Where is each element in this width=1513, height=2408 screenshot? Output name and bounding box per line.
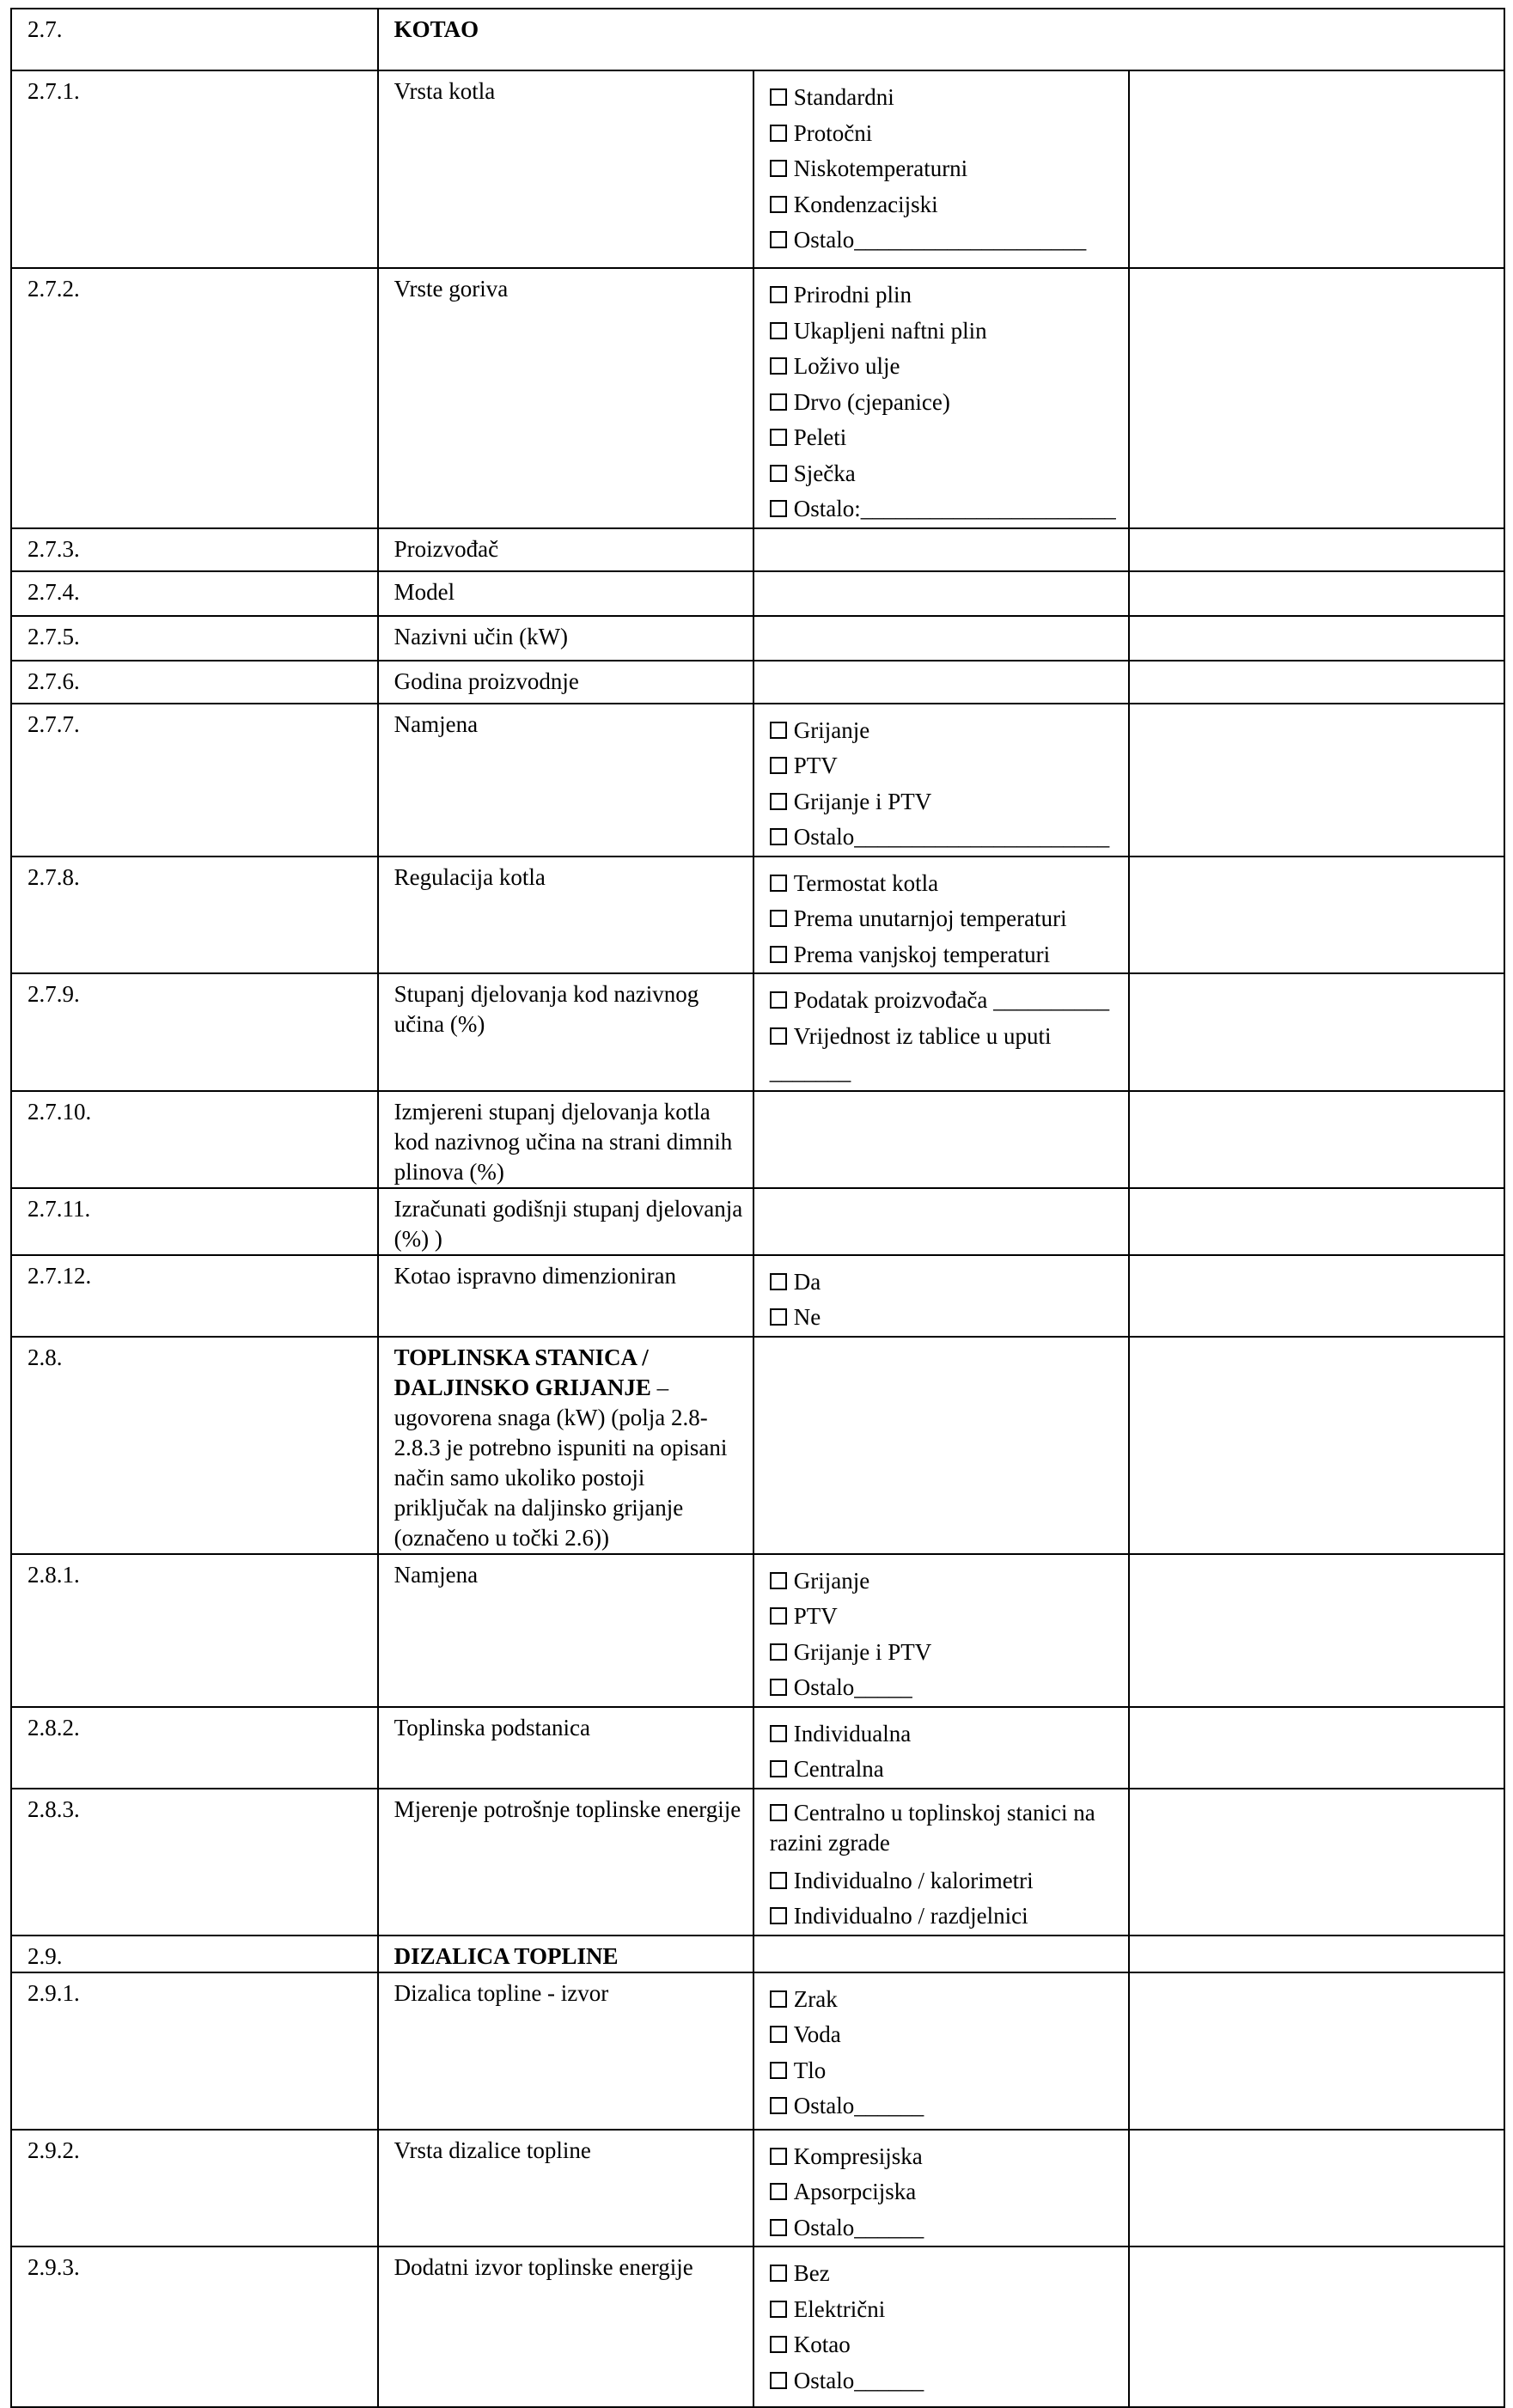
checkbox-option[interactable] [770, 820, 1128, 856]
checkbox-icon[interactable] [770, 1907, 787, 1924]
row-label [378, 1337, 753, 1554]
row-label [378, 704, 753, 857]
checkbox-icon[interactable] [770, 125, 787, 142]
row-number: 2.7.6. [11, 661, 378, 704]
row-number: 2.7.5. [11, 616, 378, 661]
checkbox-icon[interactable] [770, 1308, 787, 1326]
notes-cell[interactable] [1129, 857, 1504, 974]
form-row [11, 616, 1504, 661]
form-row [11, 528, 1504, 571]
notes-cell[interactable] [1129, 2246, 1504, 2407]
checkbox-label: Vrijednost iz tablice u uputi [793, 1022, 1052, 1049]
checkbox-icon[interactable] [770, 1607, 787, 1625]
checkbox-label: Individualno / kalorimetri [793, 1867, 1034, 1893]
checkbox-icon[interactable] [770, 910, 787, 927]
checkbox-option[interactable] [770, 80, 1128, 116]
checkbox-icon[interactable] [770, 991, 787, 1009]
row-label-text: Toplinska podstanica [394, 1714, 590, 1740]
checkbox-label: Grijanje [793, 1567, 870, 1594]
section-title: DIZALICA TOPLINE [394, 1942, 619, 1969]
checkbox-option[interactable] [770, 1564, 1128, 1600]
checkbox-option[interactable] [770, 2088, 1128, 2125]
blank-line: _______ [769, 1058, 851, 1084]
checkbox-icon[interactable] [770, 196, 787, 213]
form-row [11, 1972, 1504, 2130]
row-label-text: Izmjereni stupanj djelovanja kotla kod nazivnog učina na strani dimnih plinova (%) [394, 1098, 733, 1185]
checkbox-label: Prema unutarnjoj temperaturi [793, 905, 1067, 931]
options-cell [753, 1337, 1129, 1554]
checkbox-option[interactable] [770, 1265, 1128, 1301]
checkbox-icon[interactable] [770, 2097, 787, 2114]
row-label [378, 268, 753, 528]
checkbox-label: Podatak proizvođača __________ [793, 987, 1110, 1013]
row-label-text: Nazivni učin (kW) [394, 623, 569, 649]
row-number: 2.7.7. [11, 704, 378, 857]
checkbox-label: Ne [793, 1304, 821, 1330]
checkbox-option[interactable] [770, 784, 1128, 820]
checkbox-icon[interactable] [770, 1572, 787, 1589]
checkbox-label: Kondenzacijski [793, 191, 938, 217]
checkbox-icon[interactable] [770, 2336, 787, 2353]
notes-cell[interactable] [1129, 1707, 1504, 1789]
checkbox-option[interactable] [770, 1670, 1128, 1706]
checkbox-option[interactable] [770, 187, 1128, 223]
notes-cell[interactable] [1129, 1554, 1504, 1707]
row-label-text: Vrsta dizalice topline [394, 2137, 591, 2163]
checkbox-option[interactable] [770, 2017, 1128, 2053]
boiler-form-table [10, 8, 1505, 2408]
section-title: TOPLINSKA STANICA / DALJINSKO GRIJANJE [394, 1344, 651, 1400]
checkbox-icon[interactable] [770, 722, 787, 739]
options-cell [753, 70, 1129, 268]
checkbox-option[interactable] [770, 314, 1128, 350]
row-label [378, 973, 753, 1091]
checkbox-label: Prema vanjskoj temperaturi [793, 941, 1051, 967]
row-number: 2.9.2. [11, 2130, 378, 2247]
row-label [378, 571, 753, 616]
checkbox-option[interactable] [770, 901, 1128, 937]
options-cell [753, 616, 1129, 661]
form-row [11, 571, 1504, 616]
checkbox-option[interactable] [770, 1752, 1128, 1788]
row-label-text: Izračunati godišnji stupanj djelovanja (%) ) [394, 1195, 743, 1252]
notes-cell[interactable] [1129, 1188, 1504, 1255]
checkbox-label: Individualno / razdjelnici [793, 1903, 1028, 1929]
row-label [378, 70, 753, 268]
checkbox-option[interactable] [770, 456, 1128, 492]
checkbox-option[interactable] [770, 2363, 1128, 2399]
form-row [11, 268, 1504, 528]
checkbox-option[interactable] [770, 223, 1128, 259]
form-row [11, 857, 1504, 974]
row-label-text: Dizalica topline - izvor [394, 1979, 609, 2006]
row-label-text: Mjerenje potrošnje toplinske energije [394, 1795, 741, 1822]
options-cell [753, 1936, 1129, 1972]
row-label-text: Namjena [394, 710, 479, 737]
checkbox-label: Loživo ulje [793, 353, 900, 379]
row-label [378, 1188, 753, 1255]
checkbox-icon[interactable] [770, 757, 787, 774]
row-label [378, 1972, 753, 2130]
row-label [378, 1255, 753, 1337]
checkbox-icon[interactable] [770, 1804, 787, 1821]
row-number: 2.8.2. [11, 1707, 378, 1789]
form-row [11, 661, 1504, 704]
form-row [11, 1789, 1504, 1936]
checkbox-option[interactable] [770, 2256, 1128, 2292]
checkbox-option[interactable] [770, 1599, 1128, 1635]
checkbox-label: Prirodni plin [793, 282, 912, 308]
row-number: 2.8.3. [11, 1789, 378, 1936]
options-cell [753, 571, 1129, 616]
form-row [11, 9, 1504, 70]
row-number: 2.7.4. [11, 571, 378, 616]
row-label [378, 1554, 753, 1707]
row-number: 2.9. [11, 1936, 378, 1972]
checkbox-label: Centralna [793, 1756, 884, 1782]
row-label [378, 2246, 753, 2407]
checkbox-option[interactable] [770, 1863, 1128, 1899]
checkbox-icon[interactable] [770, 2219, 787, 2236]
notes-cell[interactable] [1129, 1091, 1504, 1188]
checkbox-icon[interactable] [770, 2372, 787, 2389]
row-label [378, 661, 753, 704]
checkbox-label: Tlo [793, 2057, 827, 2083]
checkbox-icon[interactable] [770, 88, 787, 106]
row-number: 2.7.9. [11, 973, 378, 1091]
notes-cell[interactable] [1129, 1337, 1504, 1554]
options-cell [753, 1188, 1129, 1255]
row-label [378, 1707, 753, 1789]
options-cell [753, 528, 1129, 571]
checkbox-icon[interactable] [770, 393, 787, 411]
options-cell [753, 1554, 1129, 1707]
row-number: 2.7.3. [11, 528, 378, 571]
row-label-text: Dodatni izvor toplinske energije [394, 2254, 693, 2280]
checkbox-label: Ostalo_____ [793, 1674, 912, 1700]
row-label-text: Regulacija kotla [394, 863, 546, 890]
checkbox-label: Ostalo______ [793, 2093, 924, 2118]
notes-cell[interactable] [1129, 571, 1504, 616]
checkbox-icon[interactable] [770, 875, 787, 892]
form-row [11, 1554, 1504, 1707]
checkbox-label: Kotao [793, 2332, 851, 2357]
form-row [11, 2246, 1504, 2407]
notes-cell[interactable] [1129, 268, 1504, 528]
notes-cell[interactable] [1129, 661, 1504, 704]
options-cell [753, 1972, 1129, 2130]
row-label [378, 2130, 753, 2247]
checkbox-icon[interactable] [770, 1872, 787, 1889]
checkbox-label: Kompresijska [793, 2143, 923, 2169]
checkbox-label: Centralno u toplinskoj stanici na razini zgrade [769, 1799, 1095, 1856]
checkbox-option[interactable] [770, 420, 1128, 456]
checkbox-icon[interactable] [770, 357, 787, 375]
row-number: 2.7.10. [11, 1091, 378, 1188]
form-row [11, 1091, 1504, 1188]
form-row [11, 1188, 1504, 1255]
options-cell [753, 1707, 1129, 1789]
checkbox-icon[interactable] [770, 1679, 787, 1696]
checkbox-option[interactable] [770, 983, 1128, 1019]
row-label-text: Model [394, 578, 455, 605]
checkbox-option[interactable] [770, 1982, 1128, 2018]
notes-cell[interactable] [1129, 1936, 1504, 1972]
checkbox-option[interactable] [770, 2292, 1128, 2328]
checkbox-label: PTV [793, 753, 838, 778]
notes-cell[interactable] [1129, 616, 1504, 661]
checkbox-icon[interactable] [770, 1273, 787, 1290]
checkbox-icon[interactable] [770, 946, 787, 963]
options-cell [753, 1789, 1129, 1936]
row-label [378, 616, 753, 661]
checkbox-option[interactable] [770, 1716, 1128, 1753]
checkbox-label: Termostat kotla [793, 869, 939, 896]
checkbox-icon[interactable] [770, 2148, 787, 2165]
checkbox-label: PTV [793, 1603, 838, 1629]
checkbox-label: Drvo (cjepanice) [793, 388, 950, 415]
form-row [11, 1936, 1504, 1972]
notes-cell[interactable] [1129, 2130, 1504, 2247]
checkbox-option[interactable] [770, 748, 1128, 784]
checkbox-label: Grijanje [793, 716, 870, 743]
row-label [378, 1789, 753, 1936]
checkbox-label: Električni [793, 2295, 886, 2322]
form-row [11, 1255, 1504, 1337]
checkbox-option[interactable] [770, 2210, 1128, 2246]
checkbox-icon[interactable] [770, 2183, 787, 2200]
row-label-text: – ugovorena snaga (kW) (polja 2.8-2.8.3 je potrebno ispuniti na opisani način samo ukoliko postoji priključak na daljinsko grijanje (označeno u točki 2.6)) [394, 1374, 728, 1551]
checkbox-option[interactable] [770, 2053, 1128, 2089]
row-label [378, 1936, 753, 1972]
checkbox-icon[interactable] [770, 231, 787, 248]
checkbox-icon[interactable] [770, 429, 787, 446]
options-cell [753, 1091, 1129, 1188]
checkbox-icon[interactable] [770, 828, 787, 845]
options-cell [753, 661, 1129, 704]
row-label-text: Stupanj djelovanja kod nazivnog učina (%) [394, 981, 699, 1037]
row-label [378, 1091, 753, 1188]
row-number: 2.7.2. [11, 268, 378, 528]
notes-cell[interactable] [1129, 1789, 1504, 1936]
notes-cell[interactable] [1129, 528, 1504, 571]
row-number: 2.8.1. [11, 1554, 378, 1707]
checkbox-label: Apsorpcijska [793, 2179, 917, 2204]
row-number: 2.8. [11, 1337, 378, 1554]
checkbox-option[interactable] [770, 866, 1128, 902]
checkbox-label: Individualna [793, 1720, 912, 1747]
row-label-text: Kotao ispravno dimenzioniran [394, 1262, 677, 1289]
checkbox-icon[interactable] [770, 2301, 787, 2318]
row-number: 2.7.8. [11, 857, 378, 974]
checkbox-icon[interactable] [770, 160, 787, 177]
form-row [11, 2130, 1504, 2247]
checkbox-icon[interactable] [770, 2265, 787, 2282]
checkbox-label: Ostalo______ [793, 2214, 924, 2240]
notes-cell[interactable] [1129, 1972, 1504, 2130]
notes-cell[interactable] [1129, 704, 1504, 857]
options-cell [753, 2130, 1129, 2247]
checkbox-option[interactable] [770, 1019, 1128, 1055]
checkbox-option[interactable] [770, 116, 1128, 152]
checkbox-option[interactable] [770, 1798, 1128, 1858]
checkbox-option[interactable] [770, 277, 1128, 314]
checkbox-option[interactable] [770, 491, 1128, 527]
notes-cell[interactable] [1129, 973, 1504, 1091]
options-cell [753, 973, 1129, 1091]
section-title: KOTAO [378, 9, 1504, 70]
row-label [378, 528, 753, 571]
checkbox-label: Ostalo______________________ [793, 824, 1110, 850]
checkbox-option[interactable] [770, 2174, 1128, 2210]
form-row [11, 704, 1504, 857]
row-number: 2.9.3. [11, 2246, 378, 2407]
checkbox-icon[interactable] [770, 1990, 787, 2008]
checkbox-icon[interactable] [770, 1643, 787, 1661]
checkbox-label: Niskotemperaturni [793, 155, 968, 181]
row-number: 2.7. [11, 9, 378, 70]
checkbox-icon[interactable] [770, 2026, 787, 2043]
row-number: 2.9.1. [11, 1972, 378, 2130]
checkbox-option[interactable] [770, 349, 1128, 385]
row-label [378, 857, 753, 974]
checkbox-icon[interactable] [770, 322, 787, 339]
checkbox-label: Sječka [793, 460, 856, 486]
checkbox-label: Protočni [793, 119, 873, 146]
form-row [11, 1337, 1504, 1554]
notes-cell[interactable] [1129, 70, 1504, 268]
options-cell [753, 2246, 1129, 2407]
checkbox-label: Ostalo______ [793, 2367, 924, 2393]
checkbox-label: Standardni [793, 84, 894, 110]
options-cell [753, 857, 1129, 974]
checkbox-icon[interactable] [770, 1027, 787, 1045]
checkbox-label: Peleti [793, 424, 847, 450]
notes-cell[interactable] [1129, 1255, 1504, 1337]
form-row [11, 1707, 1504, 1789]
checkbox-label: Ukapljeni naftni plin [793, 317, 987, 344]
checkbox-icon[interactable] [770, 1760, 787, 1777]
checkbox-icon[interactable] [770, 465, 787, 482]
checkbox-option[interactable] [770, 385, 1128, 421]
checkbox-icon[interactable] [770, 286, 787, 303]
row-number: 2.7.1. [11, 70, 378, 268]
options-cell [753, 268, 1129, 528]
checkbox-option[interactable] [770, 1899, 1128, 1935]
checkbox-option[interactable] [770, 1635, 1128, 1671]
row-label-text: Namjena [394, 1561, 479, 1588]
row-label-text: Proizvođač [394, 535, 499, 562]
checkbox-icon[interactable] [770, 500, 787, 517]
checkbox-label: Da [793, 1268, 821, 1295]
checkbox-option[interactable] [770, 151, 1128, 187]
options-cell [753, 1255, 1129, 1337]
checkbox-option[interactable] [770, 713, 1128, 749]
checkbox-option[interactable] [770, 1300, 1128, 1336]
checkbox-option[interactable] [770, 2139, 1128, 2175]
options-cell [753, 704, 1129, 857]
row-number: 2.7.11. [11, 1188, 378, 1255]
checkbox-label: Ostalo:______________________ [793, 496, 1116, 521]
checkbox-label: Bez [793, 2260, 830, 2286]
checkbox-option[interactable] [770, 2327, 1128, 2363]
checkbox-label: Ostalo____________________ [793, 227, 1087, 253]
row-number: 2.7.12. [11, 1255, 378, 1337]
form-row [11, 70, 1504, 268]
checkbox-label: Grijanje i PTV [793, 1638, 932, 1665]
checkbox-icon[interactable] [770, 1725, 787, 1742]
checkbox-icon[interactable] [770, 793, 787, 810]
checkbox-label: Grijanje i PTV [793, 788, 932, 814]
checkbox-label: Zrak [793, 1985, 838, 2012]
row-label-text: Vrsta kotla [394, 78, 496, 104]
checkbox-option[interactable] [770, 937, 1128, 973]
row-label-text: Godina proizvodnje [394, 668, 579, 694]
checkbox-icon[interactable] [770, 2062, 787, 2079]
row-label-text: Vrste goriva [394, 276, 509, 302]
form-row [11, 973, 1504, 1091]
checkbox-label: Voda [793, 2021, 841, 2047]
